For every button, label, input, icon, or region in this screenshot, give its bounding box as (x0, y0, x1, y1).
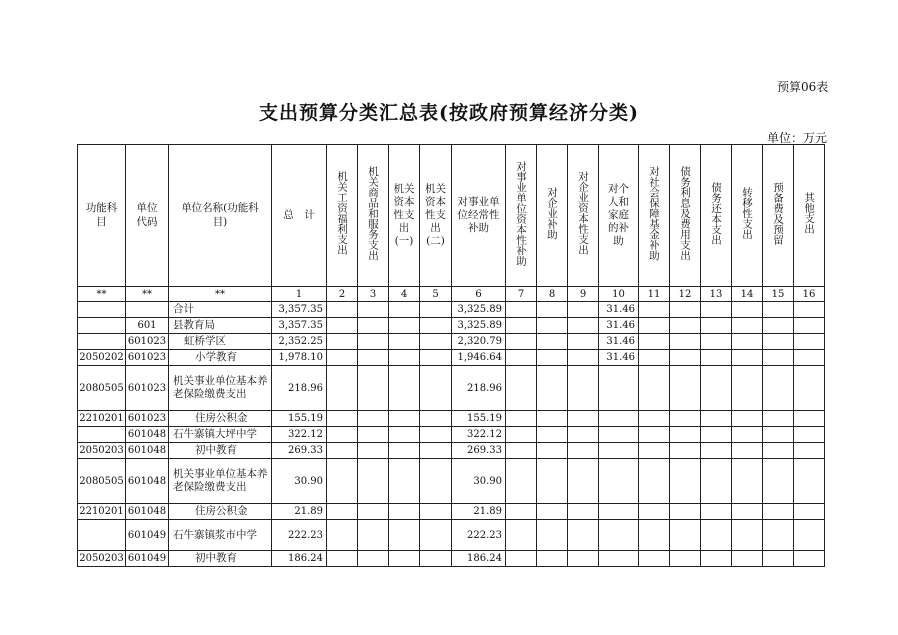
empty-cell (568, 459, 599, 504)
empty-cell (732, 302, 763, 318)
empty-cell (568, 443, 599, 459)
empty-cell (701, 350, 732, 366)
empty-cell (389, 520, 420, 551)
empty-cell (358, 302, 389, 318)
func-code-cell: 2210201 (78, 411, 126, 427)
table-row (78, 551, 825, 567)
empty-cell (358, 551, 389, 567)
header-cell: 机关商品和服务支出 (358, 145, 389, 287)
header-cell: 对社会保障基金补助 (639, 145, 670, 287)
empty-cell (732, 334, 763, 350)
empty-cell (506, 443, 537, 459)
empty-cell (639, 350, 670, 366)
unit-code-cell: 601048 (126, 504, 169, 520)
col6-cell: 3,325.89 (452, 302, 506, 318)
empty-cell (639, 443, 670, 459)
empty-cell (537, 318, 568, 334)
empty-cell (420, 443, 452, 459)
empty-cell (568, 411, 599, 427)
col10-cell: 31.46 (599, 334, 639, 350)
header-cell: 对事业单位经常性补助 (452, 145, 506, 287)
unit-code-cell (126, 302, 169, 318)
empty-cell (701, 411, 732, 427)
empty-cell (639, 318, 670, 334)
table-body (78, 302, 825, 567)
total-cell: 2,352.25 (272, 334, 327, 350)
empty-cell (639, 427, 670, 443)
empty-cell (568, 318, 599, 334)
empty-cell (327, 551, 358, 567)
col6-cell: 322.12 (452, 427, 506, 443)
empty-cell (763, 520, 794, 551)
header-cell: 对企业补助 (537, 145, 568, 287)
unit-code-cell: 601023 (126, 350, 169, 366)
unit-code-cell: 601049 (126, 551, 169, 567)
col6-cell: 1,946.64 (452, 350, 506, 366)
empty-cell (358, 350, 389, 366)
unit-name-cell: 石牛寨镇大坪中学 (169, 427, 272, 443)
empty-cell (420, 350, 452, 366)
func-code-cell (78, 318, 126, 334)
col10-cell: 31.46 (599, 318, 639, 334)
empty-cell (327, 318, 358, 334)
unit-code-cell: 601023 (126, 411, 169, 427)
table-row (78, 302, 825, 318)
header-cell: 预备费及预留 (763, 145, 794, 287)
func-code-cell: 2080505 (78, 366, 126, 411)
total-cell: 269.33 (272, 443, 327, 459)
unit-name-cell: 机关事业单位基本养老保险缴费支出 (169, 366, 272, 411)
empty-cell (794, 334, 825, 350)
table-row (78, 427, 825, 443)
table-row (78, 504, 825, 520)
empty-cell (732, 459, 763, 504)
index-cell: 12 (670, 287, 701, 302)
empty-cell (639, 504, 670, 520)
func-code-cell (78, 334, 126, 350)
empty-cell (358, 411, 389, 427)
col10-cell (599, 459, 639, 504)
empty-cell (506, 504, 537, 520)
empty-cell (670, 350, 701, 366)
total-cell: 30.90 (272, 459, 327, 504)
empty-cell (537, 551, 568, 567)
header-cell: 机关资本性支出(一) (389, 145, 420, 287)
empty-cell (670, 366, 701, 411)
total-cell: 3,357.35 (272, 302, 327, 318)
empty-cell (568, 427, 599, 443)
page-title: 支出预算分类汇总表(按政府预算经济分类) (259, 102, 639, 124)
empty-cell (389, 411, 420, 427)
col6-cell: 30.90 (452, 459, 506, 504)
header-cell: 总 计 (272, 145, 327, 287)
empty-cell (389, 504, 420, 520)
empty-cell (732, 411, 763, 427)
empty-cell (537, 366, 568, 411)
index-cell: 6 (452, 287, 506, 302)
empty-cell (537, 350, 568, 366)
unit-name-cell: 石牛寨镇浆市中学 (169, 520, 272, 551)
total-cell: 1,978.10 (272, 350, 327, 366)
func-code-cell (78, 520, 126, 551)
empty-cell (389, 350, 420, 366)
empty-cell (670, 459, 701, 504)
empty-cell (670, 411, 701, 427)
empty-cell (327, 334, 358, 350)
empty-cell (639, 411, 670, 427)
empty-cell (537, 427, 568, 443)
empty-cell (670, 443, 701, 459)
total-cell: 155.19 (272, 411, 327, 427)
col10-cell (599, 427, 639, 443)
empty-cell (763, 302, 794, 318)
empty-cell (568, 520, 599, 551)
empty-cell (389, 427, 420, 443)
empty-cell (732, 427, 763, 443)
empty-cell (639, 334, 670, 350)
empty-cell (358, 520, 389, 551)
total-cell: 21.89 (272, 504, 327, 520)
table-row (78, 318, 825, 334)
index-cell: 11 (639, 287, 670, 302)
unit-code-cell: 601023 (126, 334, 169, 350)
empty-cell (701, 504, 732, 520)
empty-cell (794, 366, 825, 411)
col10-cell (599, 504, 639, 520)
table-row (78, 443, 825, 459)
unit-name-cell: 县教育局 (169, 318, 272, 334)
empty-cell (358, 334, 389, 350)
empty-cell (763, 350, 794, 366)
empty-cell (327, 302, 358, 318)
index-cell: 16 (794, 287, 825, 302)
empty-cell (537, 411, 568, 427)
func-code-cell: 2080505 (78, 459, 126, 504)
empty-cell (537, 443, 568, 459)
empty-cell (389, 302, 420, 318)
empty-cell (568, 504, 599, 520)
index-cell: ** (126, 287, 169, 302)
empty-cell (670, 520, 701, 551)
empty-cell (639, 520, 670, 551)
index-cell: 9 (568, 287, 599, 302)
empty-cell (701, 302, 732, 318)
table-row (78, 520, 825, 551)
empty-cell (358, 427, 389, 443)
index-cell: 7 (506, 287, 537, 302)
func-code-cell: 2050203 (78, 551, 126, 567)
header-cell: 债务利息及费用支出 (670, 145, 701, 287)
empty-cell (537, 520, 568, 551)
header-cell: 功能科目 (78, 145, 126, 287)
empty-cell (389, 551, 420, 567)
empty-cell (670, 302, 701, 318)
col6-cell: 186.24 (452, 551, 506, 567)
empty-cell (327, 366, 358, 411)
empty-cell (506, 334, 537, 350)
form-number: 预算06表 (777, 80, 829, 94)
unit-code-cell: 601023 (126, 366, 169, 411)
index-cell: 15 (763, 287, 794, 302)
empty-cell (327, 459, 358, 504)
empty-cell (420, 427, 452, 443)
empty-cell (506, 551, 537, 567)
header-cell: 债务还本支出 (701, 145, 732, 287)
index-cell: 2 (327, 287, 358, 302)
empty-cell (327, 504, 358, 520)
empty-cell (389, 366, 420, 411)
empty-cell (358, 504, 389, 520)
empty-cell (327, 443, 358, 459)
empty-cell (732, 520, 763, 551)
empty-cell (763, 427, 794, 443)
col6-cell: 2,320.79 (452, 334, 506, 350)
empty-cell (794, 350, 825, 366)
index-cell: ** (169, 287, 272, 302)
empty-cell (763, 411, 794, 427)
empty-cell (327, 427, 358, 443)
empty-cell (670, 551, 701, 567)
empty-cell (639, 551, 670, 567)
empty-cell (568, 551, 599, 567)
empty-cell (420, 366, 452, 411)
empty-cell (763, 459, 794, 504)
empty-cell (358, 459, 389, 504)
empty-cell (639, 366, 670, 411)
total-cell: 322.12 (272, 427, 327, 443)
total-cell: 3,357.35 (272, 318, 327, 334)
header-cell: 对个人和家庭的补助 (599, 145, 639, 287)
empty-cell (420, 411, 452, 427)
func-code-cell: 2050202 (78, 350, 126, 366)
total-cell: 186.24 (272, 551, 327, 567)
index-row (78, 287, 825, 302)
empty-cell (506, 427, 537, 443)
empty-cell (670, 427, 701, 443)
header-cell: 转移性支出 (732, 145, 763, 287)
col10-cell: 31.46 (599, 302, 639, 318)
col10-cell (599, 520, 639, 551)
empty-cell (794, 551, 825, 567)
table-row (78, 459, 825, 504)
header-cell: 其他支出 (794, 145, 825, 287)
empty-cell (763, 318, 794, 334)
empty-cell (639, 459, 670, 504)
empty-cell (506, 459, 537, 504)
unit-code-cell: 601048 (126, 459, 169, 504)
unit-name-cell: 机关事业单位基本养老保险缴费支出 (169, 459, 272, 504)
empty-cell (420, 459, 452, 504)
table-row (78, 411, 825, 427)
table-row (78, 366, 825, 411)
empty-cell (358, 443, 389, 459)
header-cell: 对事业单位资本性补助 (506, 145, 537, 287)
empty-cell (327, 350, 358, 366)
func-code-cell (78, 427, 126, 443)
empty-cell (506, 350, 537, 366)
empty-cell (701, 318, 732, 334)
header-cell: 对企业资本性支出 (568, 145, 599, 287)
empty-cell (701, 459, 732, 504)
empty-cell (537, 459, 568, 504)
unit-name-cell: 虹桥学区 (169, 334, 272, 350)
col6-cell: 218.96 (452, 366, 506, 411)
empty-cell (537, 504, 568, 520)
header-cell: 单位代码 (126, 145, 169, 287)
empty-cell (701, 443, 732, 459)
empty-cell (794, 520, 825, 551)
index-cell: 1 (272, 287, 327, 302)
empty-cell (537, 302, 568, 318)
empty-cell (794, 318, 825, 334)
empty-cell (568, 350, 599, 366)
empty-cell (763, 366, 794, 411)
empty-cell (732, 366, 763, 411)
empty-cell (732, 318, 763, 334)
index-cell: ** (78, 287, 126, 302)
unit-name-cell: 住房公积金 (169, 504, 272, 520)
empty-cell (701, 366, 732, 411)
empty-cell (537, 334, 568, 350)
index-cell: 3 (358, 287, 389, 302)
empty-cell (763, 443, 794, 459)
empty-cell (701, 427, 732, 443)
unit-code-cell: 601048 (126, 443, 169, 459)
empty-cell (327, 411, 358, 427)
empty-cell (420, 551, 452, 567)
table-row (78, 350, 825, 366)
empty-cell (506, 520, 537, 551)
empty-cell (794, 411, 825, 427)
col10-cell (599, 411, 639, 427)
empty-cell (420, 504, 452, 520)
col6-cell: 222.23 (452, 520, 506, 551)
index-cell: 4 (389, 287, 420, 302)
index-cell: 13 (701, 287, 732, 302)
empty-cell (420, 334, 452, 350)
empty-cell (568, 334, 599, 350)
empty-cell (420, 318, 452, 334)
func-code-cell: 2210201 (78, 504, 126, 520)
empty-cell (358, 366, 389, 411)
func-code-cell: 2050203 (78, 443, 126, 459)
empty-cell (732, 350, 763, 366)
empty-cell (506, 366, 537, 411)
unit-name-cell: 住房公积金 (169, 411, 272, 427)
unit-name-cell: 初中教育 (169, 551, 272, 567)
empty-cell (389, 318, 420, 334)
header-cell: 机关资本性支出(二) (420, 145, 452, 287)
total-cell: 218.96 (272, 366, 327, 411)
empty-cell (639, 302, 670, 318)
empty-cell (506, 318, 537, 334)
empty-cell (732, 443, 763, 459)
index-cell: 14 (732, 287, 763, 302)
empty-cell (794, 443, 825, 459)
empty-cell (701, 551, 732, 567)
col6-cell: 155.19 (452, 411, 506, 427)
unit-name-cell: 初中教育 (169, 443, 272, 459)
empty-cell (358, 318, 389, 334)
empty-cell (732, 551, 763, 567)
table-row (78, 334, 825, 350)
empty-cell (506, 302, 537, 318)
empty-cell (763, 334, 794, 350)
col6-cell: 3,325.89 (452, 318, 506, 334)
empty-cell (389, 334, 420, 350)
empty-cell (389, 459, 420, 504)
empty-cell (763, 504, 794, 520)
empty-cell (420, 302, 452, 318)
unit-code-cell: 601049 (126, 520, 169, 551)
col10-cell (599, 551, 639, 567)
index-cell: 5 (420, 287, 452, 302)
empty-cell (794, 459, 825, 504)
empty-cell (732, 504, 763, 520)
unit-name-cell: 小学教育 (169, 350, 272, 366)
unit-code-cell: 601 (126, 318, 169, 334)
header-row (78, 145, 825, 287)
total-cell: 222.23 (272, 520, 327, 551)
empty-cell (568, 366, 599, 411)
budget-table (77, 144, 825, 567)
col10-cell: 31.46 (599, 350, 639, 366)
empty-cell (389, 443, 420, 459)
col10-cell (599, 366, 639, 411)
index-cell: 10 (599, 287, 639, 302)
header-cell: 机关工资福利支出 (327, 145, 358, 287)
empty-cell (327, 520, 358, 551)
empty-cell (794, 504, 825, 520)
empty-cell (763, 551, 794, 567)
unit-label: 单位：万元 (767, 131, 828, 145)
unit-name-cell: 合计 (169, 302, 272, 318)
empty-cell (506, 411, 537, 427)
empty-cell (420, 520, 452, 551)
empty-cell (568, 302, 599, 318)
empty-cell (701, 334, 732, 350)
empty-cell (670, 504, 701, 520)
empty-cell (670, 334, 701, 350)
index-cell: 8 (537, 287, 568, 302)
col6-cell: 21.89 (452, 504, 506, 520)
col10-cell (599, 443, 639, 459)
empty-cell (794, 302, 825, 318)
empty-cell (670, 318, 701, 334)
func-code-cell (78, 302, 126, 318)
header-cell: 单位名称(功能科目) (169, 145, 272, 287)
empty-cell (794, 427, 825, 443)
unit-code-cell: 601048 (126, 427, 169, 443)
col6-cell: 269.33 (452, 443, 506, 459)
empty-cell (701, 520, 732, 551)
